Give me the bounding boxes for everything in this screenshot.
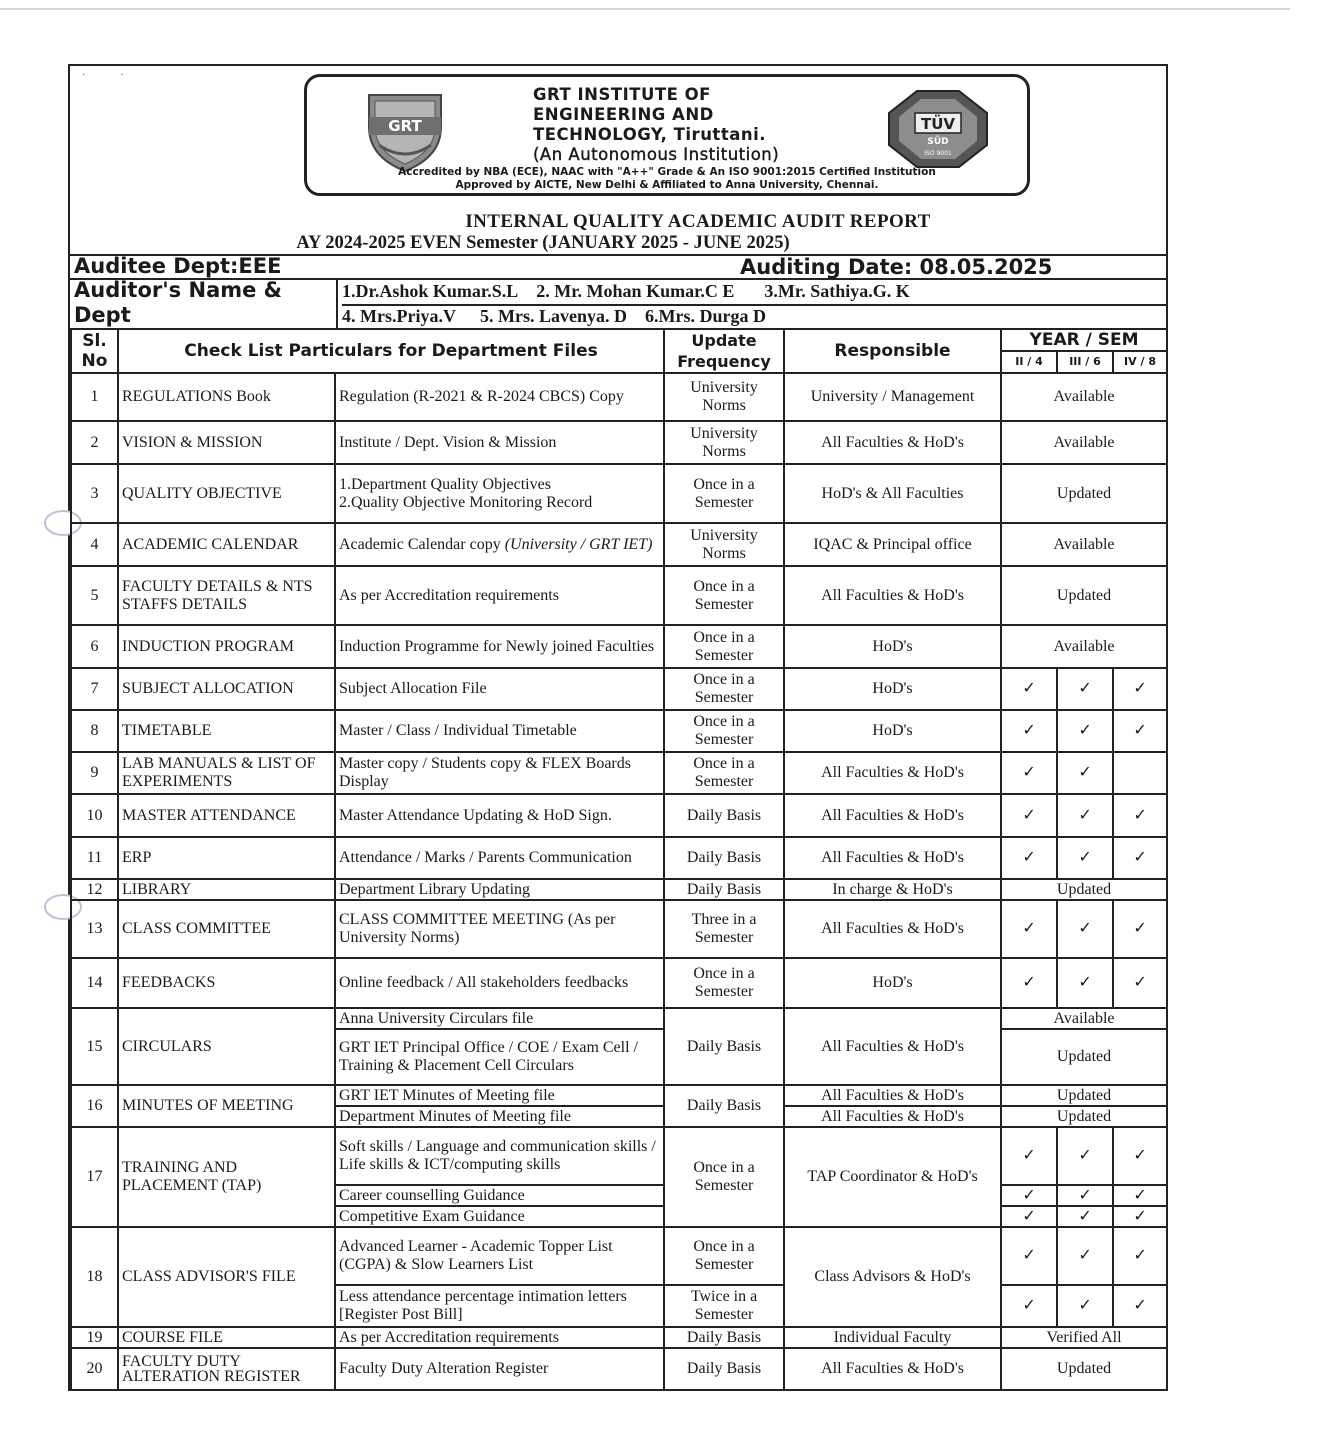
row-responsible: TAP Coordinator & HoD's [784,1127,1001,1227]
check-mark: ✓ [1057,900,1113,958]
check-mark [1113,752,1167,794]
header-sem-col: III / 6 [1057,351,1113,373]
row-detail: Soft skills / Language and communication skills / Life skills & ICT/computing skills [335,1127,664,1185]
check-mark: ✓ [1001,1185,1057,1206]
table-row [71,879,1167,900]
check-mark: ✓ [1001,1227,1057,1285]
row-status: Verified All [1001,1327,1167,1348]
row-status: Updated [1001,464,1167,523]
row-status: Available [1001,625,1167,668]
svg-text:ISO 9001: ISO 9001 [924,150,952,157]
row-frequency: University Norms [664,373,784,421]
row-number: 16 [71,1085,118,1127]
table-row [71,1127,1167,1185]
row-item: FACULTY DUTY ALTERATION REGISTER [118,1348,335,1390]
row-item: QUALITY OBJECTIVE [118,464,335,523]
accreditation-text: Accredited by NBA (ECE), NAAC with "A++" Grade & An ISO 9001:2015 Certified Institution Approved by AICTE, New Delhi & Affiliated to Anna University, Chennai. [398,166,936,191]
header-sl-no: Sl. No [71,329,118,373]
row-number: 19 [71,1327,118,1348]
audit-report-page [68,64,1168,1391]
scan-top-line [0,8,1290,10]
row-frequency: University Norms [664,523,784,566]
row-responsible: In charge & HoD's [784,879,1001,900]
row-status: Updated [1001,1029,1167,1085]
row-responsible: HoD's & All Faculties [784,464,1001,523]
row-number: 1 [71,373,118,421]
row-number: 11 [71,837,118,879]
row-frequency: Daily Basis [664,837,784,879]
row-responsible: All Faculties & HoD's [784,1348,1001,1390]
svg-text:GRT: GRT [388,117,422,135]
table-row [71,1085,1167,1106]
check-mark: ✓ [1113,1285,1167,1327]
check-mark: ✓ [1001,900,1057,958]
row-number: 12 [71,879,118,900]
auditors-label: Auditor's Name & Dept [74,278,282,327]
row-detail: Online feedback / All stakeholders feedbacks [335,958,664,1008]
auditing-date: Auditing Date: 08.05.2025 [740,255,1053,279]
row-item: COURSE FILE [118,1327,335,1348]
check-mark: ✓ [1113,1127,1167,1185]
letterhead [304,74,1030,196]
row-frequency: Once in a Semester [664,1227,784,1285]
row-frequency: Once in a Semester [664,958,784,1008]
check-mark: ✓ [1001,1285,1057,1327]
row-responsible: HoD's [784,710,1001,752]
row-frequency: Daily Basis [664,1085,784,1127]
check-mark: ✓ [1057,1227,1113,1285]
institute-name-line: GRT INSTITUTE OF [533,85,711,104]
row-responsible: Class Advisors & HoD's [784,1227,1001,1327]
row-item: CIRCULARS [118,1008,335,1085]
table-row [71,668,1167,710]
institute-status: (An Autonomous Institution) [533,145,780,164]
svg-text:TÜV: TÜV [920,115,956,133]
row-detail: Regulation (R-2021 & R-2024 CBCS) Copy [335,373,664,421]
row-item: INDUCTION PROGRAM [118,625,335,668]
row-responsible: IQAC & Principal office [784,523,1001,566]
check-mark: ✓ [1113,1227,1167,1285]
row-responsible: Individual Faculty [784,1327,1001,1348]
row-item: CLASS COMMITTEE [118,900,335,958]
row-detail: Master / Class / Individual Timetable [335,710,664,752]
row-frequency: Once in a Semester [664,710,784,752]
row-detail: Department Minutes of Meeting file [335,1106,664,1127]
row-number: 8 [71,710,118,752]
check-mark: ✓ [1113,837,1167,879]
auditor-name: 6.Mrs. Durga D [644,306,766,326]
tuv-sud-logo-icon [885,89,991,169]
check-mark: ✓ [1113,794,1167,837]
row-frequency: Once in a Semester [664,566,784,625]
auditor-name: 2. Mr. Mohan Kumar.C E [536,281,735,301]
row-frequency: Daily Basis [664,879,784,900]
check-mark: ✓ [1057,958,1113,1008]
check-mark: ✓ [1057,1127,1113,1185]
row-responsible: HoD's [784,625,1001,668]
auditor-name: 1.Dr.Ashok Kumar.S.L [342,281,519,301]
auditee-row [70,254,1166,280]
row-frequency: Once in a Semester [664,668,784,710]
row-detail: Master copy / Students copy & FLEX Boards Display [335,752,664,794]
check-mark: ✓ [1057,1206,1113,1227]
row-detail: Advanced Learner - Academic Topper List (CGPA) & Slow Learners List [335,1227,664,1285]
row-detail: CLASS COMMITTEE MEETING (As per University Norms) [335,900,664,958]
table-row [71,900,1167,958]
row-detail: Academic Calendar copy (University / GRT IET) [335,523,664,566]
row-number: 17 [71,1127,118,1227]
table-row [71,710,1167,752]
table-row [71,837,1167,879]
row-responsible: All Faculties & HoD's [784,421,1001,464]
check-mark: ✓ [1001,1127,1057,1185]
check-mark: ✓ [1113,710,1167,752]
row-detail: GRT IET Principal Office / COE / Exam Cell / Training & Placement Cell Circulars [335,1029,664,1085]
table-row [71,794,1167,837]
check-mark: ✓ [1057,710,1113,752]
row-responsible: All Faculties & HoD's [784,1008,1001,1085]
table-row [71,1327,1167,1348]
row-status: Available [1001,373,1167,421]
row-responsible: All Faculties & HoD's [784,566,1001,625]
table-row [71,373,1167,421]
row-responsible: All Faculties & HoD's [784,1106,1001,1127]
header-year-sem: YEAR / SEM [1001,329,1167,351]
row-number: 14 [71,958,118,1008]
row-detail: 1.Department Quality Objectives 2.Quality Objective Monitoring Record [335,464,664,523]
row-detail: Department Library Updating [335,879,664,900]
check-mark: ✓ [1001,837,1057,879]
row-frequency: Daily Basis [664,1327,784,1348]
auditor-name: 3.Mr. Sathiya.G. K [764,281,910,301]
row-number: 6 [71,625,118,668]
check-mark: ✓ [1057,837,1113,879]
institute-name-line: TECHNOLOGY, Tiruttani. [533,125,767,144]
row-item: FACULTY DETAILS & NTS STAFFS DETAILS [118,566,335,625]
check-mark: ✓ [1057,1285,1113,1327]
scan-specks: · · [82,70,124,81]
row-frequency: Daily Basis [664,794,784,837]
check-mark: ✓ [1057,752,1113,794]
row-frequency: University Norms [664,421,784,464]
row-status: Available [1001,523,1167,566]
auditor-name: 5. Mrs. Lavenya. D [479,306,627,326]
auditor-name: 4. Mrs.Priya.V [342,306,456,326]
row-number: 2 [71,421,118,464]
row-number: 5 [71,566,118,625]
report-title: INTERNAL QUALITY ACADEMIC AUDIT REPORT [465,211,931,232]
check-mark: ✓ [1001,668,1057,710]
table-row [71,421,1167,464]
check-mark: ✓ [1001,710,1057,752]
row-number: 4 [71,523,118,566]
row-responsible: All Faculties & HoD's [784,837,1001,879]
check-mark: ✓ [1113,1206,1167,1227]
table-row [71,1348,1167,1390]
row-frequency: Daily Basis [664,1348,784,1390]
row-frequency: Once in a Semester [664,464,784,523]
row-number: 15 [71,1008,118,1085]
check-mark: ✓ [1113,668,1167,710]
row-detail: Institute / Dept. Vision & Mission [335,421,664,464]
row-detail: Less attendance percentage intimation letters [Register Post Bill] [335,1285,664,1327]
row-detail: Subject Allocation File [335,668,664,710]
row-detail: Faculty Duty Alteration Register [335,1348,664,1390]
row-number: 9 [71,752,118,794]
row-status: Updated [1001,1106,1167,1127]
table-row [71,464,1167,523]
check-mark: ✓ [1113,958,1167,1008]
row-detail: As per Accreditation requirements [335,1327,664,1348]
table-row [71,752,1167,794]
row-responsible: HoD's [784,958,1001,1008]
row-responsible: All Faculties & HoD's [784,794,1001,837]
check-mark: ✓ [1001,794,1057,837]
row-item: SUBJECT ALLOCATION [118,668,335,710]
row-responsible: All Faculties & HoD's [784,900,1001,958]
row-responsible: University / Management [784,373,1001,421]
row-detail: Career counselling Guidance [335,1185,664,1206]
row-number: 10 [71,794,118,837]
row-detail: GRT IET Minutes of Meeting file [335,1085,664,1106]
auditee-dept: Auditee Dept:EEE [74,254,282,278]
report-subtitle: AY 2024-2025 EVEN Semester (JANUARY 2025 - JUNE 2025) [296,233,790,253]
check-mark: ✓ [1113,1185,1167,1206]
row-item: LAB MANUALS & LIST OF EXPERIMENTS [118,752,335,794]
row-frequency: Three in a Semester [664,900,784,958]
institute-name-line: ENGINEERING AND [533,105,714,124]
check-mark: ✓ [1001,752,1057,794]
row-responsible: HoD's [784,668,1001,710]
table-row [71,625,1167,668]
check-mark: ✓ [1057,794,1113,837]
check-mark: ✓ [1057,1185,1113,1206]
row-status: Available [1001,421,1167,464]
row-number: 20 [71,1348,118,1390]
row-frequency: Twice in a Semester [664,1285,784,1327]
check-mark: ✓ [1113,900,1167,958]
row-responsible: All Faculties & HoD's [784,752,1001,794]
table-row [71,958,1167,1008]
auditor-names [336,280,1166,330]
checklist-table [70,328,1168,1391]
header-frequency: Update Frequency [664,329,784,373]
row-item: CLASS ADVISOR'S FILE [118,1227,335,1327]
grt-logo-icon [359,87,451,173]
row-frequency: Once in a Semester [664,625,784,668]
row-item: ACADEMIC CALENDAR [118,523,335,566]
row-status: Updated [1001,1085,1167,1106]
check-mark: ✓ [1001,1206,1057,1227]
row-number: 7 [71,668,118,710]
auditors-row [70,278,1166,330]
row-detail: Anna University Circulars file [335,1008,664,1029]
row-status: Updated [1001,566,1167,625]
row-detail: Master Attendance Updating & HoD Sign. [335,794,664,837]
row-status: Available [1001,1008,1167,1029]
table-row [71,1008,1167,1029]
row-item: VISION & MISSION [118,421,335,464]
table-row [71,523,1167,566]
row-number: 13 [71,900,118,958]
row-detail: As per Accreditation requirements [335,566,664,625]
row-item: MASTER ATTENDANCE [118,794,335,837]
header-sem-col: IV / 8 [1113,351,1167,373]
row-frequency: Once in a Semester [664,1127,784,1227]
row-status: Updated [1001,1348,1167,1390]
row-number: 3 [71,464,118,523]
row-number: 18 [71,1227,118,1327]
header-particulars: Check List Particulars for Department Files [118,329,664,373]
header-responsible: Responsible [784,329,1001,373]
row-item: LIBRARY [118,879,335,900]
row-item: REGULATIONS Book [118,373,335,421]
table-row [71,1227,1167,1285]
row-responsible: All Faculties & HoD's [784,1085,1001,1106]
row-status: Updated [1001,879,1167,900]
row-frequency: Once in a Semester [664,752,784,794]
row-detail: Induction Programme for Newly joined Faculties [335,625,664,668]
check-mark: ✓ [1057,668,1113,710]
svg-text:SÜD: SÜD [927,137,949,147]
row-item: TRAINING AND PLACEMENT (TAP) [118,1127,335,1227]
row-item: FEEDBACKS [118,958,335,1008]
header-sem-col: II / 4 [1001,351,1057,373]
row-item: MINUTES OF MEETING [118,1085,335,1127]
row-item: ERP [118,837,335,879]
institute-name [533,85,779,165]
row-item: TIMETABLE [118,710,335,752]
table-row [71,566,1167,625]
check-mark: ✓ [1001,958,1057,1008]
row-frequency: Daily Basis [664,1008,784,1085]
row-detail: Competitive Exam Guidance [335,1206,664,1227]
row-detail: Attendance / Marks / Parents Communication [335,837,664,879]
